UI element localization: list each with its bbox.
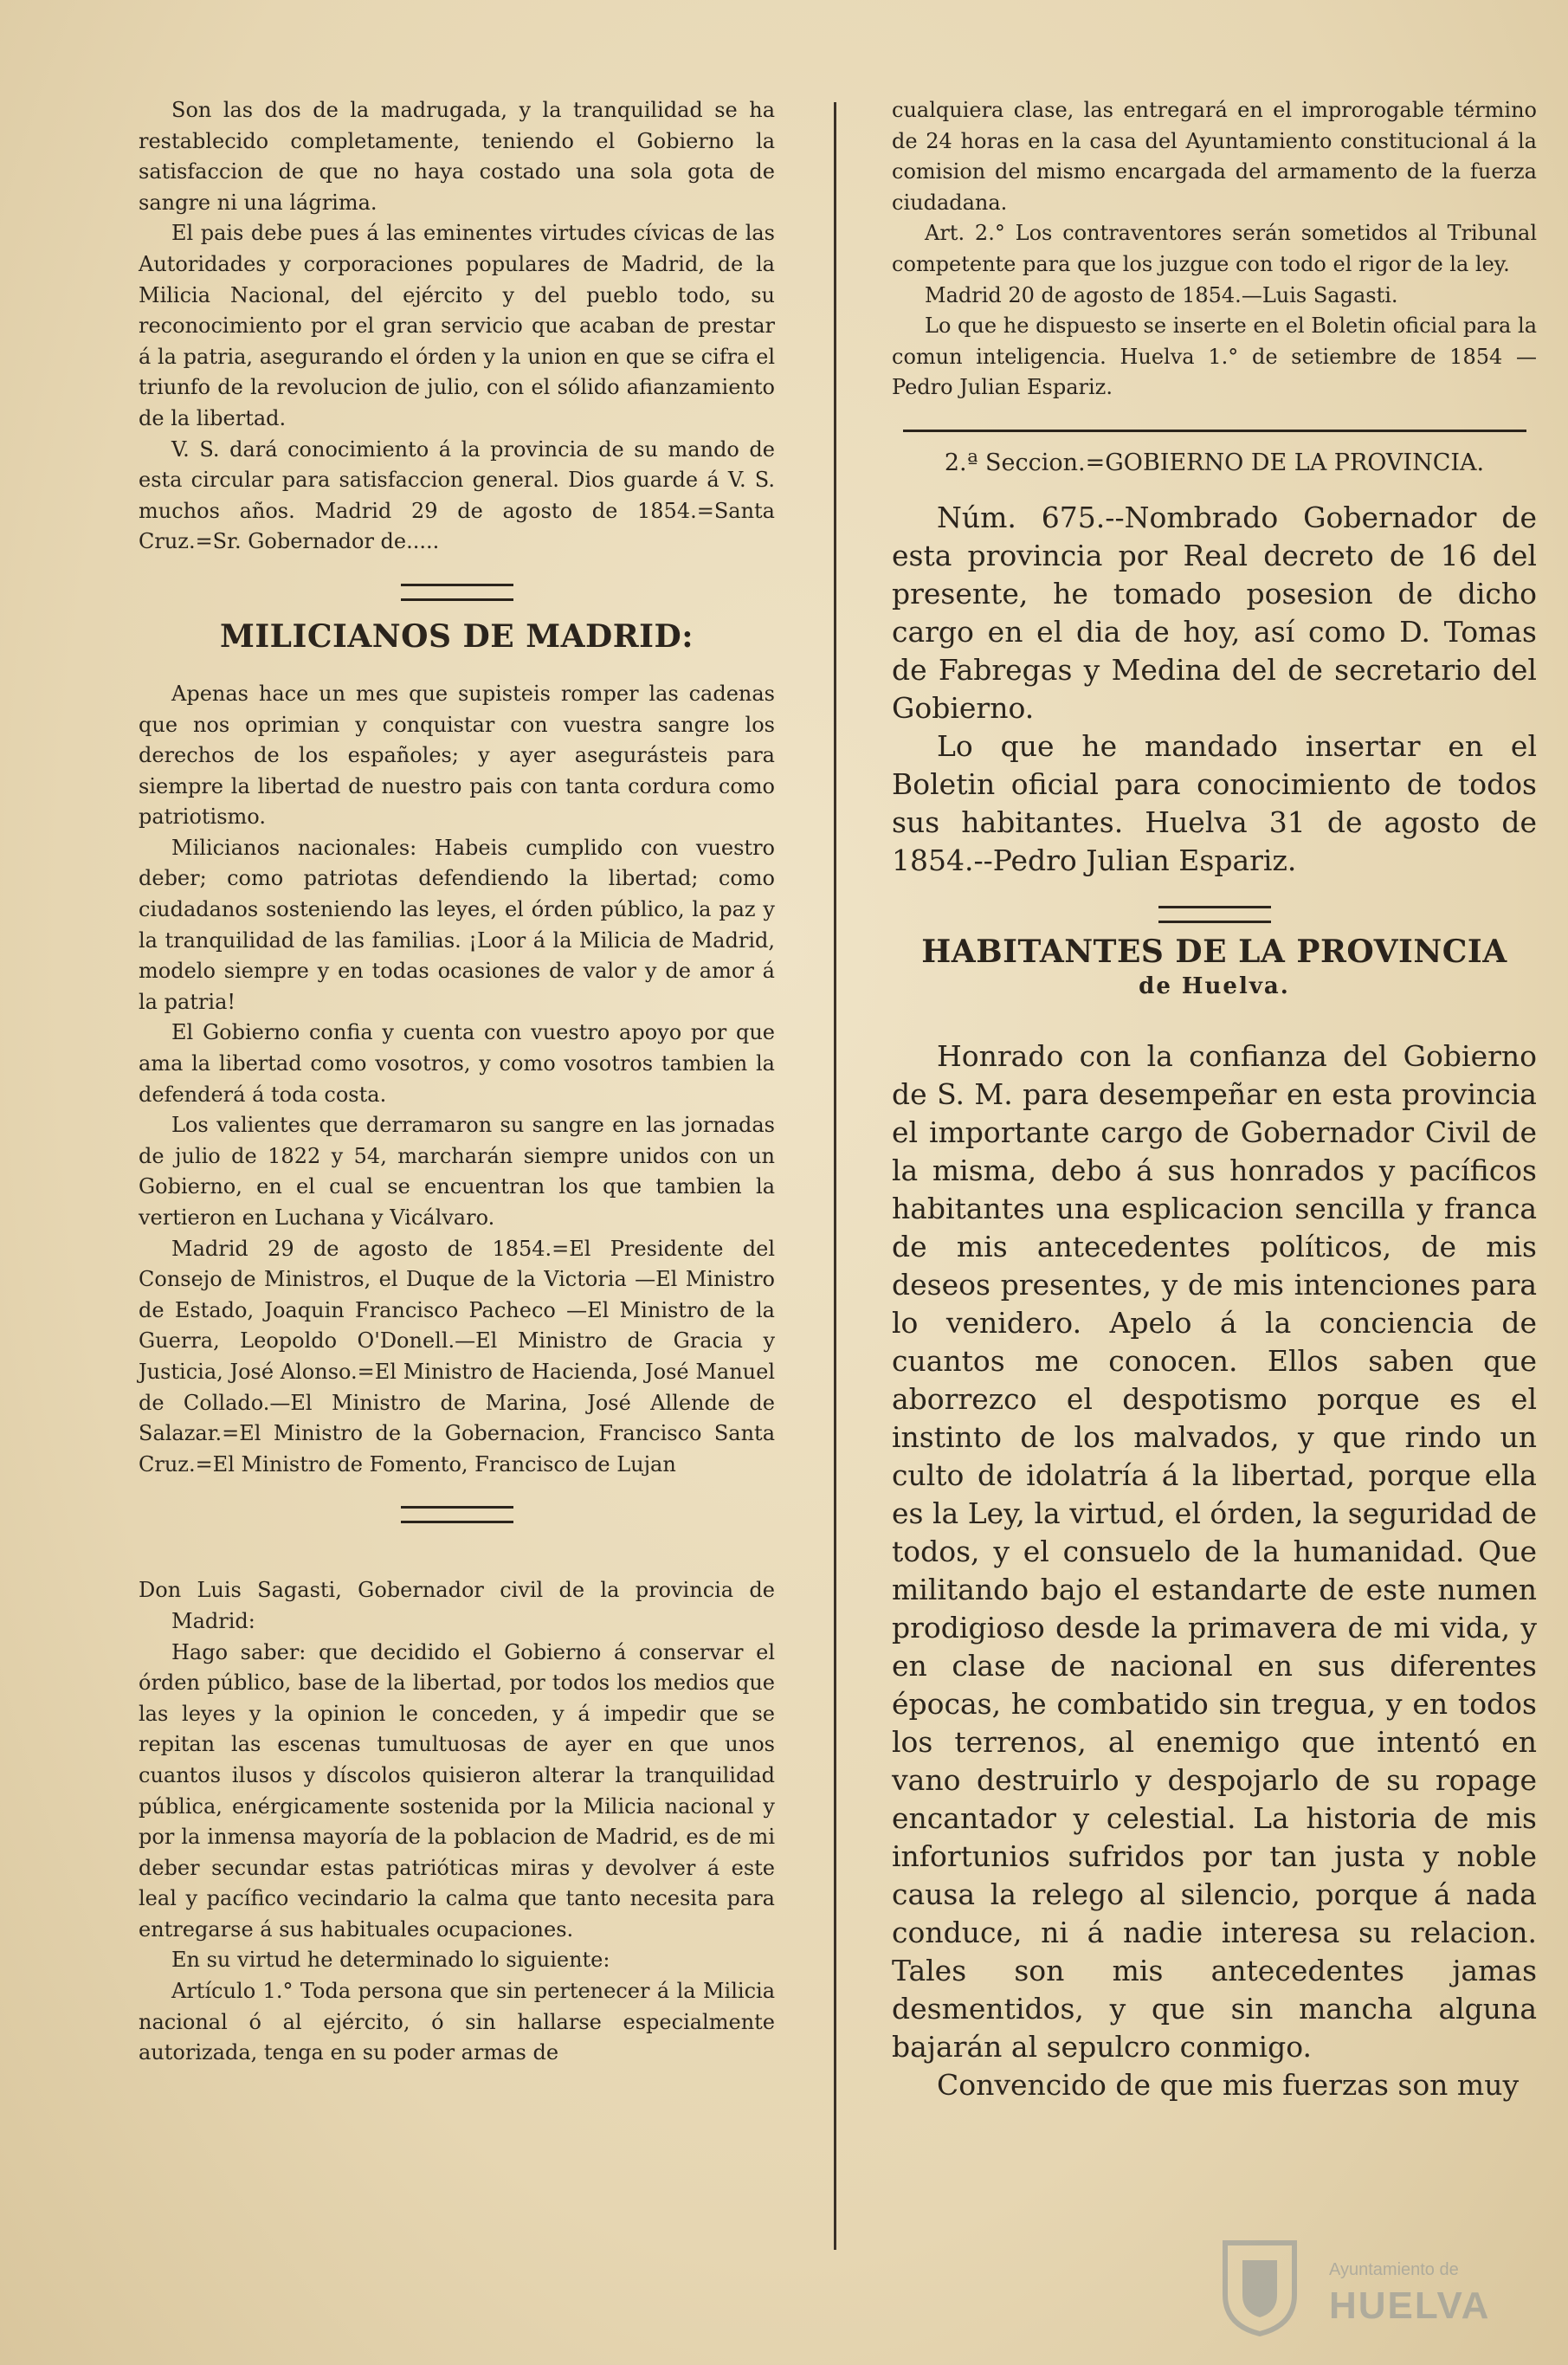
paragraph: En su virtud he determinado lo siguiente: [171, 1948, 610, 1973]
shield-icon [1208, 2234, 1312, 2338]
paragraph: Hago saber: que decidido el Gobierno á conservar el órden público, base de la libertad, por todos los medios que las leyes y la opinion le conceden, y á impedir que se repitan las escenas tumultuosas de ayer en que unos cuantos ilusos y díscolos quisieron alterar la tranquilidad pública, enérgicamente sostenida por la Milicia nacional y por la inmensa mayoría de la poblacion de Madrid, es de mi deber secundar estas patrióticas miras y devolver á este leal y pacífico vecindario la calma que tanto necesita para entregarse á sus habituales ocupaciones. [139, 1639, 775, 1942]
paragraph: cualquiera clase, las entregará en el improrogable término de 24 horas en la casa del Ayuntamiento constitucional á la comision del mismo encargada del armamento de la fuerza ciudadana. [892, 98, 1537, 215]
column-divider [834, 102, 836, 2250]
spacer [139, 1534, 775, 1575]
habitantes-subtitle: de Huelva. [1139, 972, 1290, 999]
paragraph: Madrid 20 de agosto de 1854.—Luis Sagasti. [925, 282, 1398, 307]
section-separator [401, 584, 513, 601]
paragraph: Son las dos de la madrugada, y la tranquilidad se ha restablecido completamente, teniendo el Gobierno la satisfaccion de que no haya costado una sola gota de sangre ni una lágrima. [139, 98, 775, 215]
archive-watermark [1208, 2234, 1502, 2338]
paragraph: Núm. 675.--Nombrado Gobernador de esta provincia por Real decreto de 16 del presente, he tomado posesion de dicho cargo en el dia de hoy, así como D. Tomas de Fabregas y Medina del de secretario del Gobierno. [892, 500, 1537, 725]
paragraph: El Gobierno confia y cuenta con vuestro apoyo por que ama la libertad como vosotros, y como vosotros tambien la defenderá á toda costa. [139, 1020, 775, 1107]
paragraph: Milicianos nacionales: Habeis cumplido con vuestro deber; como patriotas defendiendo la libertad; como ciudadanos sosteniendo las leyes, el órden público, la paz y la tranquilidad de las familias. ¡Loor á la Milicia de Madrid, modelo siempre y en todas ocasiones de valor y de amor á la patria! [139, 835, 775, 1014]
paragraph: Art. 2.° Los contraventores serán sometidos al Tribunal competente para que los juzgue con todo el rigor de la ley. [892, 221, 1537, 276]
paragraph: Convencido de que mis fuerzas son muy [937, 2067, 1520, 2102]
section-separator [1158, 906, 1271, 923]
paragraph: Apenas hace un mes que supisteis romper las cadenas que nos oprimian y conquistar con vuestra sangre los derechos de los españoles; y ayer asegurásteis para siempre la libertad de nuestro pais con tanta cordura como patriotismo. [139, 681, 775, 830]
signatures-paragraph: Madrid 29 de agosto de 1854.=El Presidente del Consejo de Ministros, el Duque de la Victoria —El Ministro de Estado, Joaquin Francisco Pacheco —El Ministro de la Guerra, Leopoldo O'Donell.—El Ministro de Gracia y Justicia, José Alonso.=El Ministro de Hacienda, José Manuel de Collado.—El Ministro de Marina, José Allende de Salazar.=El Ministro de la Gobernacion, Francisco Santa Cruz.=El Ministro de Fomento, Francisco de Lujan [139, 1236, 775, 1477]
section-separator [401, 1506, 513, 1523]
habitantes-title: HABITANTES DE LA PROVINCIA [921, 933, 1507, 970]
paragraph: Lo que he dispuesto se inserte en el Boletin oficial para la comun inteligencia. Huelva 1.° de setiembre de 1854 —Pedro Julian Espariz. [892, 313, 1537, 400]
section-rule [903, 430, 1526, 432]
decree-heading: Don Luis Sagasti, Gobernador civil de la provincia de Madrid: [139, 1578, 775, 1633]
paragraph: Lo que he mandado insertar en el Boletin oficial para conocimiento de todos sus habitantes. Huelva 31 de agosto de 1854.--Pedro Julian Espariz. [892, 728, 1537, 877]
paragraph: Honrado con la confianza del Gobierno de S. M. para desempeñar en esta provincia el importante cargo de Gobernador Civil de la misma, debo á sus honrados y pacíficos habitantes una esplicacion sencilla y franca de mis antecedentes políticos, de mis deseos presentes, y de mis intenciones para lo venidero. Apelo á la conciencia de cuantos me conocen. Ellos saben que aborrezco el despotismo porque es el instinto de los malvados, y que rindo un culto de idolatría á la libertad, porque ella es la Ley, la virtud, el órden, la seguridad de todos, y el consuelo de la humanidad. Que militando bajo el estandarte de este numen prodigioso desde la primavera de mi vida, y en clase de nacional en sus diferentes épocas, he combatido sin tregua, y en todos los terrenos, al enemigo que intentó en vano destruirlo y despojarlo de su ropage encantador y celestial. La historia de mis infortunios sufridos por tan justa y noble causa la relego al silencio, porque á nada conduce, ni á nadie interesa su relacion. Tales son mis antecedentes jamas desmentidos, y que sin mancha alguna bajarán al sepulcro conmigo. [892, 1038, 1537, 2064]
watermark-line1: Ayuntamiento de [1329, 2260, 1459, 2279]
paragraph: V. S. dará conocimiento á la provincia de su mando de esta circular para satisfaccion general. Dios guarde á V. S. muchos años. Madrid 29 de agosto de 1854.=Santa Cruz.=Sr. Gobernador de..... [139, 436, 775, 554]
right-column [892, 95, 1537, 2104]
paragraph: El pais debe pues á las eminentes virtudes cívicas de las Autoridades y corporaciones populares de Madrid, de la Milicia Nacional, del ejército y del pueblo todo, su reconocimiento por el gran servicio que acaban de prestar á la patria, asegurando el órden y la union en que se cifra el triunfo de la revolucion de julio, con el sólido afianzamiento de la libertad. [139, 221, 775, 430]
paragraph: Artículo 1.° Toda persona que sin pertenecer á la Milicia nacional ó al ejército, ó sin hallarse especialmente autorizada, tenga en su poder armas de [139, 1979, 775, 2065]
section-label: 2.ª Seccion.=GOBIERNO DE LA PROVINCIA. [944, 449, 1485, 476]
left-column [139, 95, 775, 2069]
watermark-line2: HUELVA [1329, 2284, 1491, 2327]
paragraph: Los valientes que derramaron su sangre en las jornadas de julio de 1822 y 54, marcharán siempre unidos con un Gobierno, en el cual se encuentran los que tambien la vertieron en Luchana y Vicálvaro. [139, 1113, 775, 1230]
milicianos-title: MILICIANOS DE MADRID: [219, 617, 694, 655]
